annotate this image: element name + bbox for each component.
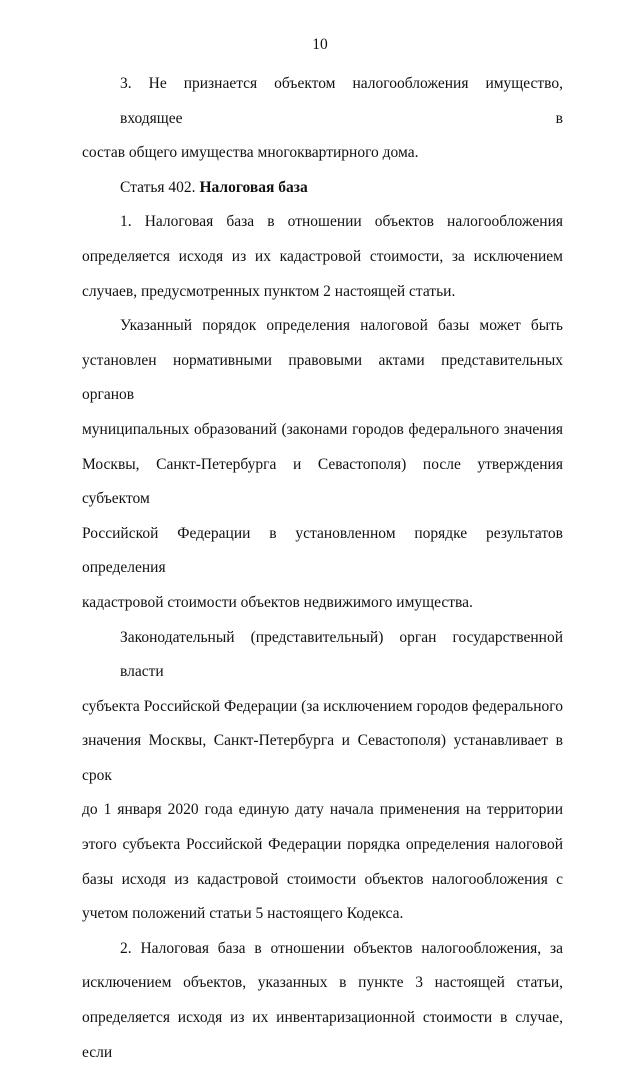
page-number: 10: [312, 36, 328, 53]
text-line: определяется исходя из их инвентаризационной стоимости в случае, если: [82, 1009, 563, 1061]
document-body: [82, 67, 563, 1070]
text-line: случаев, предусмотренных пунктом 2 настоящей статьи.: [82, 282, 456, 300]
text-line: определяется исходя из их кадастровой стоимости, за исключением: [82, 247, 563, 265]
article-number: Статья 402.: [120, 178, 200, 196]
text-line: исключением объектов, указанных в пункте 3 настоящей статьи,: [82, 974, 563, 992]
text-line: Москвы, Санкт-Петербурга и Севастополя) после утверждения субъектом: [82, 455, 563, 508]
text-line: значения Москвы, Санкт-Петербурга и Севастополя) устанавливает в срок: [82, 732, 563, 784]
text-line: Указанный порядок определения налоговой базы может быть: [120, 317, 563, 335]
text-line: кадастровой стоимости объектов недвижимого имущества.: [82, 593, 473, 611]
text-line: установлен нормативными правовыми актами представительных органов: [82, 351, 563, 404]
text-line: муниципальных образований (законами городов федерального значения: [82, 420, 563, 438]
text-line: 3. Не признается объектом налогообложения имущество, входящее в: [120, 75, 563, 127]
text-line: 2. Налоговая база в отношении объектов налогообложения, за: [120, 939, 563, 957]
text-line: состав общего имущества многоквартирного дома.: [82, 144, 419, 162]
text-line: Законодательный (представительный) орган государственной власти: [120, 628, 563, 681]
text-line: до 1 января 2020 года единую дату начала применения на территории: [82, 801, 563, 819]
text-line: базы исходя из кадастровой стоимости объектов налогообложения с: [82, 870, 563, 888]
article-title: Налоговая база: [199, 178, 308, 196]
text-line: Российской Федерации в установленном порядке результатов определения: [82, 524, 563, 577]
text-line: субъекта Российской Федерации (за исключением городов федерального: [82, 697, 563, 715]
article-heading: [82, 171, 563, 206]
text-line: учетом положений статьи 5 настоящего Кодекса.: [82, 905, 404, 923]
text-line: этого субъекта Российской Федерации порядка определения налоговой: [82, 836, 563, 854]
text-line: 1. Налоговая база в отношении объектов налогообложения: [120, 213, 563, 231]
